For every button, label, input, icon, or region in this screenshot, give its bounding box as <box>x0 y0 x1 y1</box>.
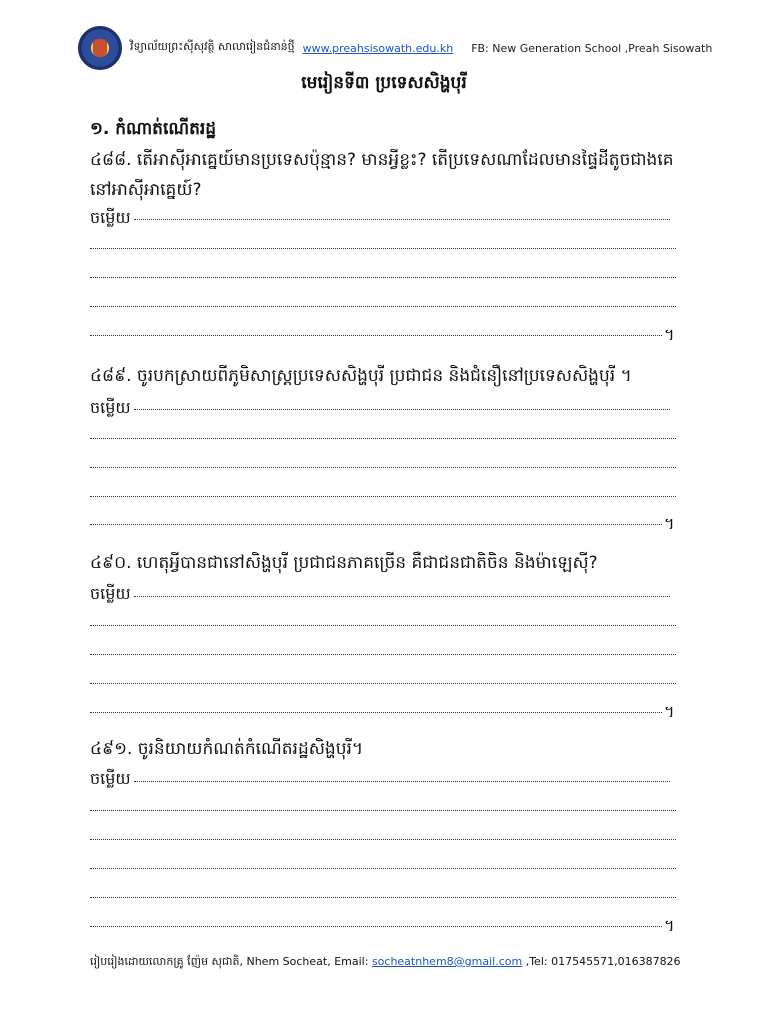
answer-line[interactable] <box>90 673 676 684</box>
answer-line[interactable] <box>90 858 676 869</box>
website-link[interactable]: www.preahsisowath.edu.kh <box>302 41 454 55</box>
end-mark: ។ <box>664 702 675 721</box>
answer-line[interactable] <box>90 887 676 898</box>
lesson-title: មេរៀនទី៣ ប្រទេសសិង្ហបុរី <box>301 73 467 93</box>
answer-line[interactable] <box>134 771 670 782</box>
answer-line[interactable] <box>90 615 676 626</box>
answer-line[interactable] <box>90 428 676 439</box>
section-title: ១. កំណាត់ណើតរដ្ឋ <box>90 119 217 139</box>
end-mark: ។ <box>664 916 675 935</box>
answer-line[interactable] <box>90 702 662 713</box>
answer-line[interactable] <box>90 644 676 655</box>
end-mark: ។ <box>664 325 675 344</box>
answer-line[interactable] <box>90 325 662 336</box>
page-footer <box>90 955 681 971</box>
answer-line[interactable] <box>90 296 676 307</box>
answer-label: ចម្លើយ <box>90 584 131 603</box>
answer-line[interactable] <box>90 486 676 497</box>
answer-line[interactable] <box>90 457 676 468</box>
answer-label: ចម្លើយ <box>90 208 131 227</box>
answer-line[interactable] <box>90 267 676 278</box>
answer-label: ចម្លើយ <box>90 769 131 788</box>
answer-line[interactable] <box>134 399 670 410</box>
question-491: ៤៩១. ចូរនិយាយកំណត់កំណើតរដ្ឋសិង្ហបុរី។ <box>90 739 364 759</box>
answer-label: ចម្លើយ <box>90 398 131 417</box>
header-text <box>130 40 712 56</box>
question-490: ៤៩០. ហេតុអ្វីបានជានៅសិង្ហបុរី ប្រជាជនភាគច្រើន គឺជាជនជាតិចិន និងម៉ាឡេស៊ី? <box>90 553 598 573</box>
facebook-text: FB: New Generation School ,Preah Sisowath <box>471 41 713 55</box>
answer-line[interactable] <box>90 829 676 840</box>
answer-line[interactable] <box>134 586 670 597</box>
answer-line[interactable] <box>134 209 670 220</box>
school-logo <box>78 26 122 70</box>
footer-author: រៀបរៀងដោយលោកគ្រូ ញ៉ែម សុជាតិ, Nhem Socheat, Email: <box>90 955 372 968</box>
school-name: វិទ្យាល័យព្រះស៊ីសុវត្ថិ សាលារៀនជំនាន់ថ្មី <box>130 40 295 53</box>
question-488: ៤៨៨. តើអាស៊ីអាគ្នេយ៍មានប្រទេសប៉ុន្មាន? មានអ្វីខ្លះ? តើប្រទេសណាដែលមានផ្ទៃដីតូចជាងគេនៅអាស៊ីអាគ្នេយ៍? <box>90 150 674 200</box>
page-header <box>78 26 718 70</box>
answer-line[interactable] <box>90 238 676 249</box>
end-mark: ។ <box>664 514 675 533</box>
answer-line[interactable] <box>90 916 662 927</box>
footer-tel: ,Tel: 017545571,016387826 <box>522 955 681 968</box>
email-link[interactable]: socheatnhem8@gmail.com <box>371 955 523 968</box>
answer-line[interactable] <box>90 800 676 811</box>
question-489: ៤៨៩. ចូរបកស្រាយពីភូមិសាស្ត្រប្រទេសសិង្ហបុរី ប្រជាជន និងជំនឿនៅប្រទេសសិង្ហបុរី ។ <box>90 366 632 386</box>
answer-line[interactable] <box>90 514 662 525</box>
